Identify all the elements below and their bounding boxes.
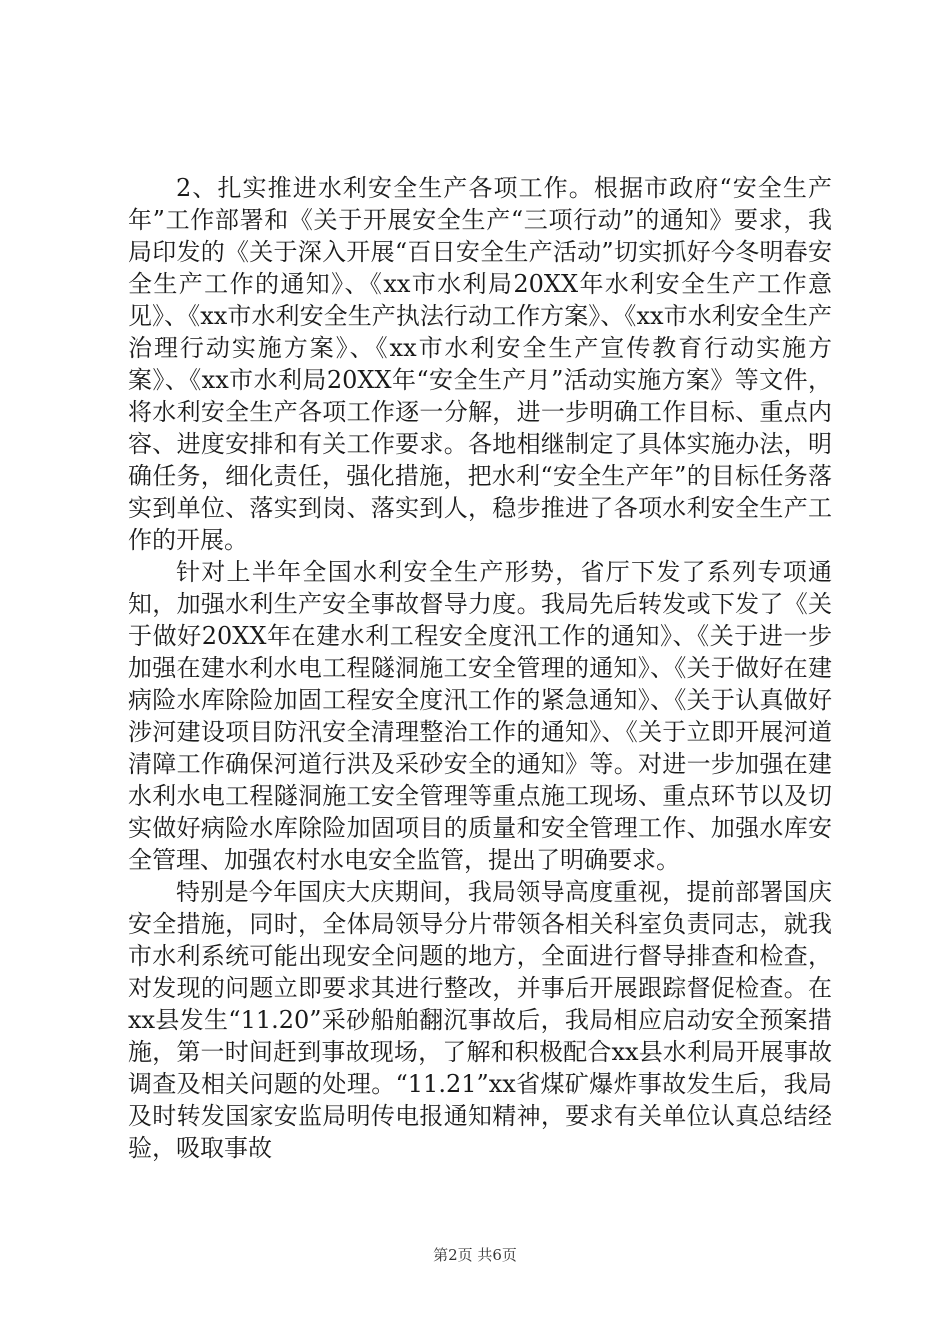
paragraph-safety-work: 2、扎实推进水利安全生产各项工作。根据市政府“安全生产年”工作部署和《关于开展安全生产“三项行动”的通知》要求，我局印发的《关于深入开展“百日安全生产活动”切实抓好今冬明春安全生产工作的通知》、《xx市水利局20XX年水利安全生产工作意见》、《xx市水利安全生产执法行动工作方案》、《xx市水利安全生产治理行动实施方案》、《xx市水利安全生产宣传教育行动实施方案》、《xx市水利局20XX年“安全生产月”活动实施方案》等文件，将水利安全生产各项工作逐一分解，进一步明确工作目标、重点内容、进度安排和有关工作要求。各地相继制定了具体实施办法，明确任务，细化责任，强化措施，把水利“安全生产年”的目标任务落实到单位、落实到岗、落实到人，稳步推进了各项水利安全生产工作的开展。	[128, 174, 832, 554]
paragraph-national-day-measures: 特别是今年国庆大庆期间，我局领导高度重视，提前部署国庆安全措施，同时，全体局领导分片带领各相关科室负责同志，就我市水利系统可能出现安全问题的地方，全面进行督导排查和检查，对发现的问题立即要求其进行整改，并事后开展跟踪督促检查。在xx县发生“11.20”采砂船舶翻沉事故后，我局相应启动安全预案措施，第一时间赶到事故现场，了解和积极配合xx县水利局开展事故调查及相关问题的处理。“11.21”xx省煤矿爆炸事故发生后，我局及时转发国家安监局明传电报通知精神，要求有关单位认真总结经验，吸取事故	[128, 878, 832, 1162]
paragraph-provincial-notices: 针对上半年全国水利安全生产形势，省厅下发了系列专项通知，加强水利生产安全事故督导力度。我局先后转发或下发了《关于做好20XX年在建水利工程安全度汛工作的通知》、《关于进一步加强在建水利水电工程隧洞施工安全管理的通知》、《关于做好在建病险水库除险加固工程安全度汛工作的紧急通知》、《关于认真做好涉河建设项目防汛安全清理整治工作的通知》、《关于立即开展河道清障工作确保河道行洪及采砂安全的通知》等。对进一步加强在建水利水电工程隧洞施工安全管理等重点施工现场、重点环节以及切实做好病险水库除险加固项目的质量和安全管理工作、加强水库安全管理、加强农村水电安全监管，提出了明确要求。	[128, 558, 832, 874]
page-indicator: 第2页 共6页	[433, 1246, 517, 1264]
document-body	[128, 172, 832, 1164]
page-footer	[0, 1244, 950, 1265]
